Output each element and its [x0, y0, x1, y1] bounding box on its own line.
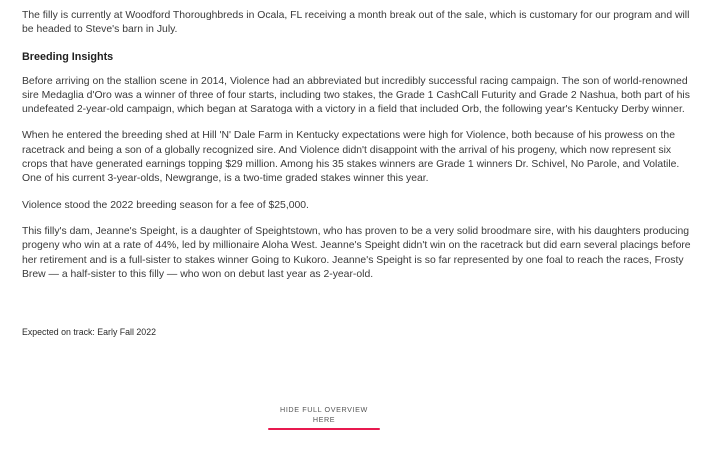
hide-overview-label: HIDE FULL OVERVIEW HERE [280, 405, 368, 424]
expected-on-track: Expected on track: Early Fall 2022 [22, 327, 156, 337]
dam-paragraph: This filly's dam, Jeanne's Speight, is a daughter of Speightstown, who has proven to be a very solid broodmare sire, with his daughters producing progeny who win at a rate of 44%, led by millionaire Aloha West. Jeanne's Speight didn't win on the racetrack but did earn several placings before her retirement and is a full-sister to stakes winner Going to Kukoro. Jeanne's Speight is so far represented by one foal to reach the races, Frosty Brew — a half-sister to this filly — who won on debut last year as 2-year-old. [22, 225, 691, 280]
overview-content [22, 9, 698, 294]
intro-paragraph: The filly is currently at Woodford Thoroughbreds in Ocala, FL receiving a month break out of the sale, which is customary for our program and will be headed to Steve's barn in July. [22, 10, 690, 36]
hide-overview-underline [268, 428, 380, 430]
hide-overview-link[interactable] [268, 405, 380, 430]
violence-racing-paragraph: Before arriving on the stallion scene in 2014, Violence had an abbreviated but incredibly successful racing campaign. The son of world-renowned sire Medaglia d'Oro was a winner of three of four starts, including two stakes, the Grade 1 CashCall Futurity and Grade 2 Nashua, both part of his undefeated 2-year-old campaign, which began at Saratoga with a victory in a field that included Orb, the following year's Kentucky Derby winner. [22, 75, 690, 116]
breeding-insights-heading: Breeding Insights [22, 50, 114, 63]
violence-breeding-paragraph: When he entered the breeding shed at Hill 'N' Dale Farm in Kentucky expectations were high for Violence, both because of his prowess on the racetrack and being a son of a globally recognized sire. And Violence didn't disappoint with the arrival of his progeny, which now represent six crops that have generated earnings topping $29 million. Among his 35 stakes winners are Grade 1 winners Dr. Schivel, No Parole, and Volatile. One of his current 3-year-olds, Newgrange, is a two-time graded stakes winner this year. [22, 130, 680, 185]
stud-fee-paragraph: Violence stood the 2022 breeding season for a fee of $25,000. [22, 199, 309, 211]
